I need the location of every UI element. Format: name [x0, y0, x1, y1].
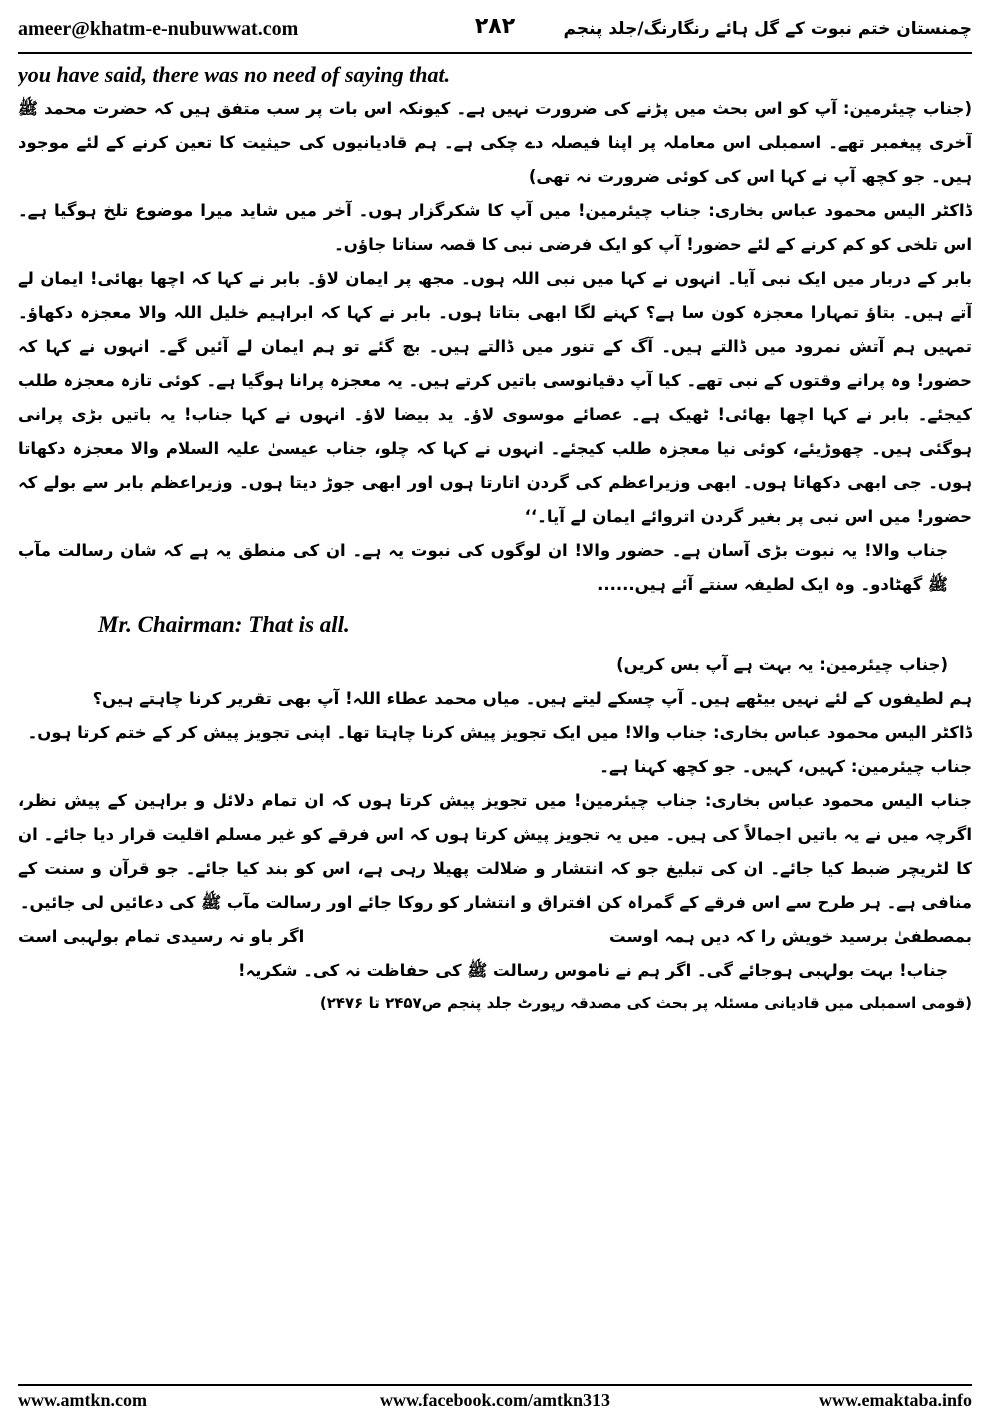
- footer-link-emaktaba[interactable]: www.emaktaba.info: [818, 1390, 972, 1410]
- paragraph-chairman-1: (جناب چیئرمین: آپ کو اس بحث میں پڑنے کی ضرورت نہیں ہے۔ کیونکہ اس بات پر سب متفق ہیں کہ حضرت محمد ﷺ آخری پیغمبر تھے۔ اسمبلی اس معاملہ پر اپنا فیصلہ دے چکی ہے۔ ہم قادیانیوں کی حیثیت کا تعین کرنے کے لئے موجود ہیں۔ جو کچھ آپ نے کہا اس کی کوئی ضرورت نہ تھی): [18, 99, 972, 186]
- header-divider: [18, 52, 972, 54]
- footer-divider: [18, 1384, 972, 1386]
- citation: (قومی اسمبلی میں قادیانی مسئلہ پر بحث کی مصدقہ رپورٹ جلد پنجم ص۲۴۵۷ تا ۲۴۷۶): [319, 994, 972, 1012]
- paragraph-proposal: جناب الیس محمود عباس بخاری: جناب چیئرمین! میں تجویز پیش کرتا ہوں کہ ان تمام دلائل و براہین کے پیش نظر، اگرچہ میں نے یہ باتیں اجمالاً کی ہیں۔ میں یہ تجویز پیش کرتا ہوں کہ اس فرقے کو غیر مسلم اقلیت قرار دیا جائے۔ ان کا لٹریچر ضبط کیا جائے۔ ان کی تبلیغ جو کہ انتشار و ضلالت پھیلا رہی ہے، اس کو بند کیا جائے۔ جو قرآن و سنت کے منافی ہے۔ ہر طرح سے اس فرقے کے گمراہ کن افتراق و انتشار کو روکا جائے اور رسالت مآب ﷺ کی دعائیں لی جائیں۔: [18, 791, 972, 912]
- english-line-1: you have said, there was no need of saying that.: [18, 62, 451, 87]
- footer-link-amtkn[interactable]: www.amtkn.com: [18, 1390, 147, 1410]
- couplet-verse-b: اگر باو نہ رسیدی تمام بولہبی است: [18, 927, 305, 946]
- couplet-verse-a: بمصطفیٰ برسید خویش را کہ دیں ہمہ اوست: [608, 927, 972, 946]
- page-number: ۲۸۲: [474, 14, 516, 39]
- paragraph-conclusion: جناب والا! یہ نبوت بڑی آسان ہے۔ حضور والا! ان لوگوں کی نبوت یہ ہے۔ ان کی منطق یہ ہے کہ شان رسالت مآب ﷺ گھٹادو۔ وہ ایک لطیفہ سنتے آئے ہیں......: [18, 541, 948, 594]
- paragraph-chairman-3: ہم لطیفوں کے لئے نہیں بیٹھے ہیں۔ آپ چسکے لیتے ہیں۔ میاں محمد عطاء اللہ! آپ بھی تقریر کرنا چاہتے ہیں؟: [92, 689, 972, 708]
- english-line-2: Mr. Chairman: That is all.: [98, 612, 350, 637]
- paragraph-closing: جناب! بہت بولہبی ہوجائے گی۔ اگر ہم نے ناموس رسالت ﷺ کی حفاظت نہ کی۔ شکریہ!: [238, 961, 948, 980]
- book-title: چمنستان ختم نبوت کے گل ہائے رنگارنگ/جلد پنجم: [563, 19, 972, 39]
- footer-link-facebook[interactable]: www.facebook.com/amtkn313: [380, 1390, 610, 1410]
- paragraph-chairman-2: (جناب چیئرمین: یہ بہت ہے آپ بس کریں): [616, 655, 948, 674]
- paragraph-bukhari-2: ڈاکٹر الیس محمود عباس بخاری: جناب والا! میں ایک تجویز پیش کرنا چاہتا تھا۔ اپنی تجویز پیش کر کے ختم کرتا ہوں۔: [27, 723, 972, 742]
- page-header: [18, 12, 972, 46]
- paragraph-story: بابر کے دربار میں ایک نبی آیا۔ انہوں نے کہا میں نبی اللہ ہوں۔ مجھ پر ایمان لاؤ۔ بابر نے کہا کہ اچھا بھائی! ایمان لے آتے ہیں۔ بتاؤ تمہارا معجزہ کون سا ہے؟ کہنے لگا ابھی بتاتا ہوں۔ بابر نے کہا کہ ابراہیم خلیل اللہ والا معجزہ دکھاؤ۔ تمہیں ہم آتش نمرود میں ڈالتے ہیں۔ آگ کے تنور میں ڈالتے ہیں۔ بچ گئے تو ہم ایمان لے آئیں گے۔ انہوں نے کہا کہ حضور! وہ پرانے وقتوں کے نبی تھے۔ کیا آپ دقیانوسی باتیں کرتے ہیں۔ یہ معجزہ پرانا ہوگیا ہے۔ کوئی تازہ معجزہ طلب کیجئے۔ بابر نے کہا اچھا بھائی! ٹھیک ہے۔ عصائے موسوی لاؤ۔ ید بیضا لاؤ۔ انہوں نے کہا جناب! یہ باتیں بڑی پرانی ہوگئی ہیں۔ چھوڑیئے، کوئی نیا معجزہ طلب کیجئے۔ انہوں نے کہا کہ چلو، جناب عیسیٰ علیہ السلام والا معجزہ دکھاتا ہوں۔ جی ابھی دکھاتا ہوں۔ ابھی وزیراعظم کی گردن اتارتا ہوں اور ابھی جوڑ دیتا ہوں۔ وزیراعظم بابر سے بولے کہ حضور! میں اس نبی پر بغیر گردن اتروائے ایمان لے آیا۔‘‘: [18, 269, 972, 526]
- paragraph-chairman-4: جناب چیئرمین: کہیں، کہیں۔ جو کچھ کہنا ہے۔: [599, 757, 972, 776]
- paragraph-bukhari-1: ڈاکٹر الیس محمود عباس بخاری: جناب چیئرمین! میں آپ کا شکرگزار ہوں۔ آخر میں شاید میرا موضوع تلخ ہوگیا ہے۔ اس تلخی کو کم کرنے کے لئے حضور! آپ کو ایک فرضی نبی کا قصہ سناتا جاؤں۔: [18, 201, 972, 254]
- page-footer: [18, 1390, 972, 1416]
- persian-couplet: [18, 920, 972, 954]
- header-email: ameer@khatm-e-nubuwwat.com: [18, 18, 299, 40]
- page-body: [18, 56, 972, 1376]
